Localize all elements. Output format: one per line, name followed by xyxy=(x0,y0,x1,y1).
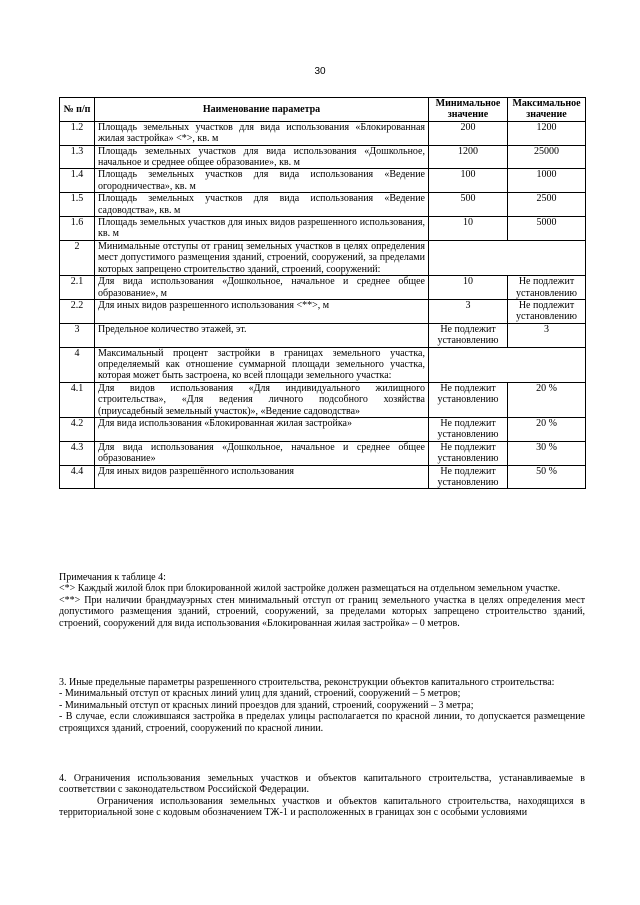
section-3-item: - Минимальный отступ от красных линий улиц для зданий, строений, сооружений – 5 метров; xyxy=(59,688,461,700)
row-values-empty xyxy=(429,347,586,382)
row-min: Не подлежит установлению xyxy=(429,465,508,489)
row-min: 10 xyxy=(429,217,508,241)
row-num: 1.3 xyxy=(60,145,95,169)
row-name: Площадь земельных участков для вида использования «Блокированная жилая застройка» <*>, кв. м xyxy=(95,121,429,145)
row-num: 1.6 xyxy=(60,217,95,241)
row-min: 1200 xyxy=(429,145,508,169)
header-num: № п/п xyxy=(60,98,95,122)
section-3-item: - В случае, если сложившаяся застройка в пределах улицы располагается по красной линии, то допускается размещение строящихся зданий, строений, сооружений по красной линии. xyxy=(59,711,585,734)
table-row xyxy=(60,121,586,145)
section-3-item: - Минимальный отступ от красных линий проездов для зданий, строений, сооружений – 3 метра; xyxy=(59,699,474,711)
table-row xyxy=(60,299,586,323)
note-1: <*> Каждый жилой блок при блокированной жилой застройке должен размещаться на отдельном земельном участке. xyxy=(59,583,561,595)
row-max: 5000 xyxy=(508,217,586,241)
notes-title: Примечания к таблице 4: xyxy=(59,572,166,583)
row-min: Не подлежит установлению xyxy=(429,417,508,441)
page-number: 30 xyxy=(314,66,326,77)
row-name: Для вида использования «Блокированная жилая застройка» xyxy=(95,417,429,441)
section-3 xyxy=(59,677,585,734)
row-num: 1.4 xyxy=(60,169,95,193)
row-name: Площадь земельных участков для вида использования «Ведение огородничества», кв. м xyxy=(95,169,429,193)
row-max: 1000 xyxy=(508,169,586,193)
row-name: Предельное количество этажей, эт. xyxy=(95,323,429,347)
table-row xyxy=(60,169,586,193)
row-name: Для иных видов разрешённого использования xyxy=(95,465,429,489)
table-row xyxy=(60,145,586,169)
row-max: 20 % xyxy=(508,382,586,417)
row-min: Не подлежит установлению xyxy=(429,441,508,465)
header-name: Наименование параметра xyxy=(95,98,429,122)
table-header-row xyxy=(60,98,586,122)
row-max: Не подлежит установлению xyxy=(508,276,586,300)
table-row xyxy=(60,382,586,417)
row-num: 1.5 xyxy=(60,193,95,217)
section-4 xyxy=(59,773,585,819)
row-max: 20 % xyxy=(508,417,586,441)
row-name: Площадь земельных участков для вида использования «Ведение садоводства», кв. м xyxy=(95,193,429,217)
row-min: Не подлежит установлению xyxy=(429,323,508,347)
row-num: 2.2 xyxy=(60,299,95,323)
parameters-table xyxy=(59,97,586,489)
row-min: 500 xyxy=(429,193,508,217)
row-num: 4.1 xyxy=(60,382,95,417)
row-max: 3 xyxy=(508,323,586,347)
row-name: Для иных видов разрешенного использования <**>, м xyxy=(95,299,429,323)
row-num: 2.1 xyxy=(60,276,95,300)
row-num: 4.4 xyxy=(60,465,95,489)
note-2: <**> При наличии брандмауэрных стен минимальный отступ от границ земельного участка в целях определения мест допустимого размещения зданий, строений, сооружений, за пределами которых запрещено строительство зданий, строений, сооружений для вида использования «Блокированная жилая застройка» – 0 метров. xyxy=(59,594,585,629)
row-min: 10 xyxy=(429,276,508,300)
header-max: Максимальное значение xyxy=(508,98,586,122)
row-name: Минимальные отступы от границ земельных участков в целях определения мест допустимого размещения зданий, строений, сооружений, за пределами которых запрещено строительство зданий, строений, сооружений: xyxy=(95,240,429,275)
row-max: 30 % xyxy=(508,441,586,465)
section-4-heading: 4. Ограничения использования земельных участков и объектов капитального строительства, устанавливаемые в соответствии с законодательством Российской Федерации. xyxy=(59,773,585,796)
row-num: 4.2 xyxy=(60,417,95,441)
table-row xyxy=(60,323,586,347)
row-max: 25000 xyxy=(508,145,586,169)
table-notes xyxy=(59,572,585,629)
table-row xyxy=(60,217,586,241)
row-values-empty xyxy=(429,240,586,275)
row-min: 200 xyxy=(429,121,508,145)
row-min: Не подлежит установлению xyxy=(429,382,508,417)
row-name: Для вида использования «Дошкольное, начальное и среднее общее образование», м xyxy=(95,276,429,300)
section-3-heading: 3. Иные предельные параметры разрешенного строительства, реконструкции объектов капитального строительства: xyxy=(59,677,555,688)
table-row xyxy=(60,347,586,382)
row-max: 1200 xyxy=(508,121,586,145)
table-row xyxy=(60,193,586,217)
row-num: 2 xyxy=(60,240,95,275)
row-max: 2500 xyxy=(508,193,586,217)
row-name: Площадь земельных участков для иных видов разрешенного использования, кв. м xyxy=(95,217,429,241)
row-name: Площадь земельных участков для вида использования «Дошкольное, начальное и среднее общее образование», кв. м xyxy=(95,145,429,169)
table-row xyxy=(60,441,586,465)
row-name: Для вида использования «Дошкольное, начальное и среднее общее образование» xyxy=(95,441,429,465)
table-row xyxy=(60,240,586,275)
row-min: 3 xyxy=(429,299,508,323)
table-row xyxy=(60,417,586,441)
table-row xyxy=(60,276,586,300)
row-num: 4 xyxy=(60,347,95,382)
row-min: 100 xyxy=(429,169,508,193)
table-row xyxy=(60,465,586,489)
row-num: 1.2 xyxy=(60,121,95,145)
section-4-paragraph: Ограничения использования земельных участков и объектов капитального строительства, находящихся в территориальной зоне с кодовым обозначением ТЖ-1 и расположенных в границах зон с особыми условиями xyxy=(59,795,585,819)
row-name: Максимальный процент застройки в границах земельного участка, определяемый как отношение суммарной площади земельного участка, которая может быть застроена, ко всей площади земельного участка: xyxy=(95,347,429,382)
header-min: Минимальное значение xyxy=(429,98,508,122)
row-name: Для видов использования «Для индивидуального жилищного строительства», «Для ведения личного подсобного хозяйства (приусадебный земельный участок)», «Ведение садоводства» xyxy=(95,382,429,417)
row-num: 3 xyxy=(60,323,95,347)
row-max: Не подлежит установлению xyxy=(508,299,586,323)
row-num: 4.3 xyxy=(60,441,95,465)
row-max: 50 % xyxy=(508,465,586,489)
